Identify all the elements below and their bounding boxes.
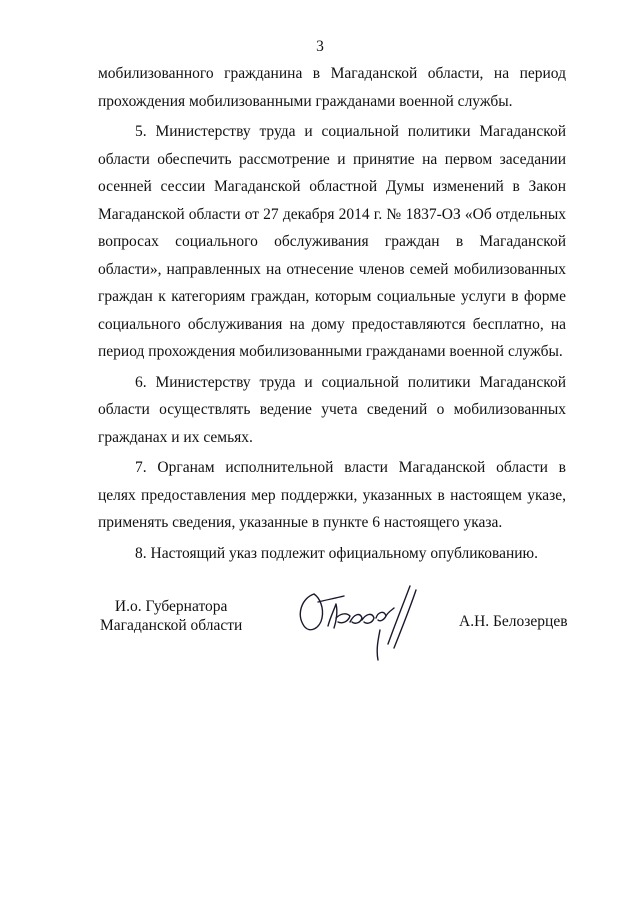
signatory-title — [100, 597, 242, 635]
page-number: 3 — [316, 38, 324, 55]
paragraph-continuation: мобилизованного гражданина в Магаданской области, на период прохождения мобилизованными гражданами военной службы. — [98, 65, 566, 110]
paragraph-5: 5. Министерству труда и социальной политики Магаданской области обеспечить рассмотрение и принятие на первом заседании осенней сессии Магаданской областной Думы изменений в Закон Магаданской области от 27 декабря 2014 г. № 1837-ОЗ «Об отдельных вопросах социального обслуживания граждан в Магаданской области», направленных на отнесение членов семей мобилизованных граждан к категориям граждан, которым социальные услуги в форме социального обслуживания на дому предоставляются бесплатно, на период прохождения мобилизованными гражданами военной службы. — [98, 123, 566, 360]
signatory-title-line1: И.о. Губернатора — [114, 598, 228, 615]
signatory-name: А.Н. Белозерцев — [459, 613, 568, 630]
paragraph-8: 8. Настоящий указ подлежит официальному опубликованию. — [135, 544, 539, 562]
paragraph-6: 6. Министерству труда и социальной политики Магаданской области осуществлять ведение учета сведений о мобилизованных гражданах и их семьях. — [98, 373, 566, 446]
document-body — [98, 60, 566, 567]
handwritten-signature — [292, 582, 432, 667]
paragraph-7: 7. Органам исполнительной власти Магаданской области в целях предоставления мер поддержки, указанных в настоящем указе, применять сведения, указанные в пункте 6 настоящего указа. — [98, 459, 566, 531]
signatory-title-line2: Магаданской области — [100, 617, 243, 634]
